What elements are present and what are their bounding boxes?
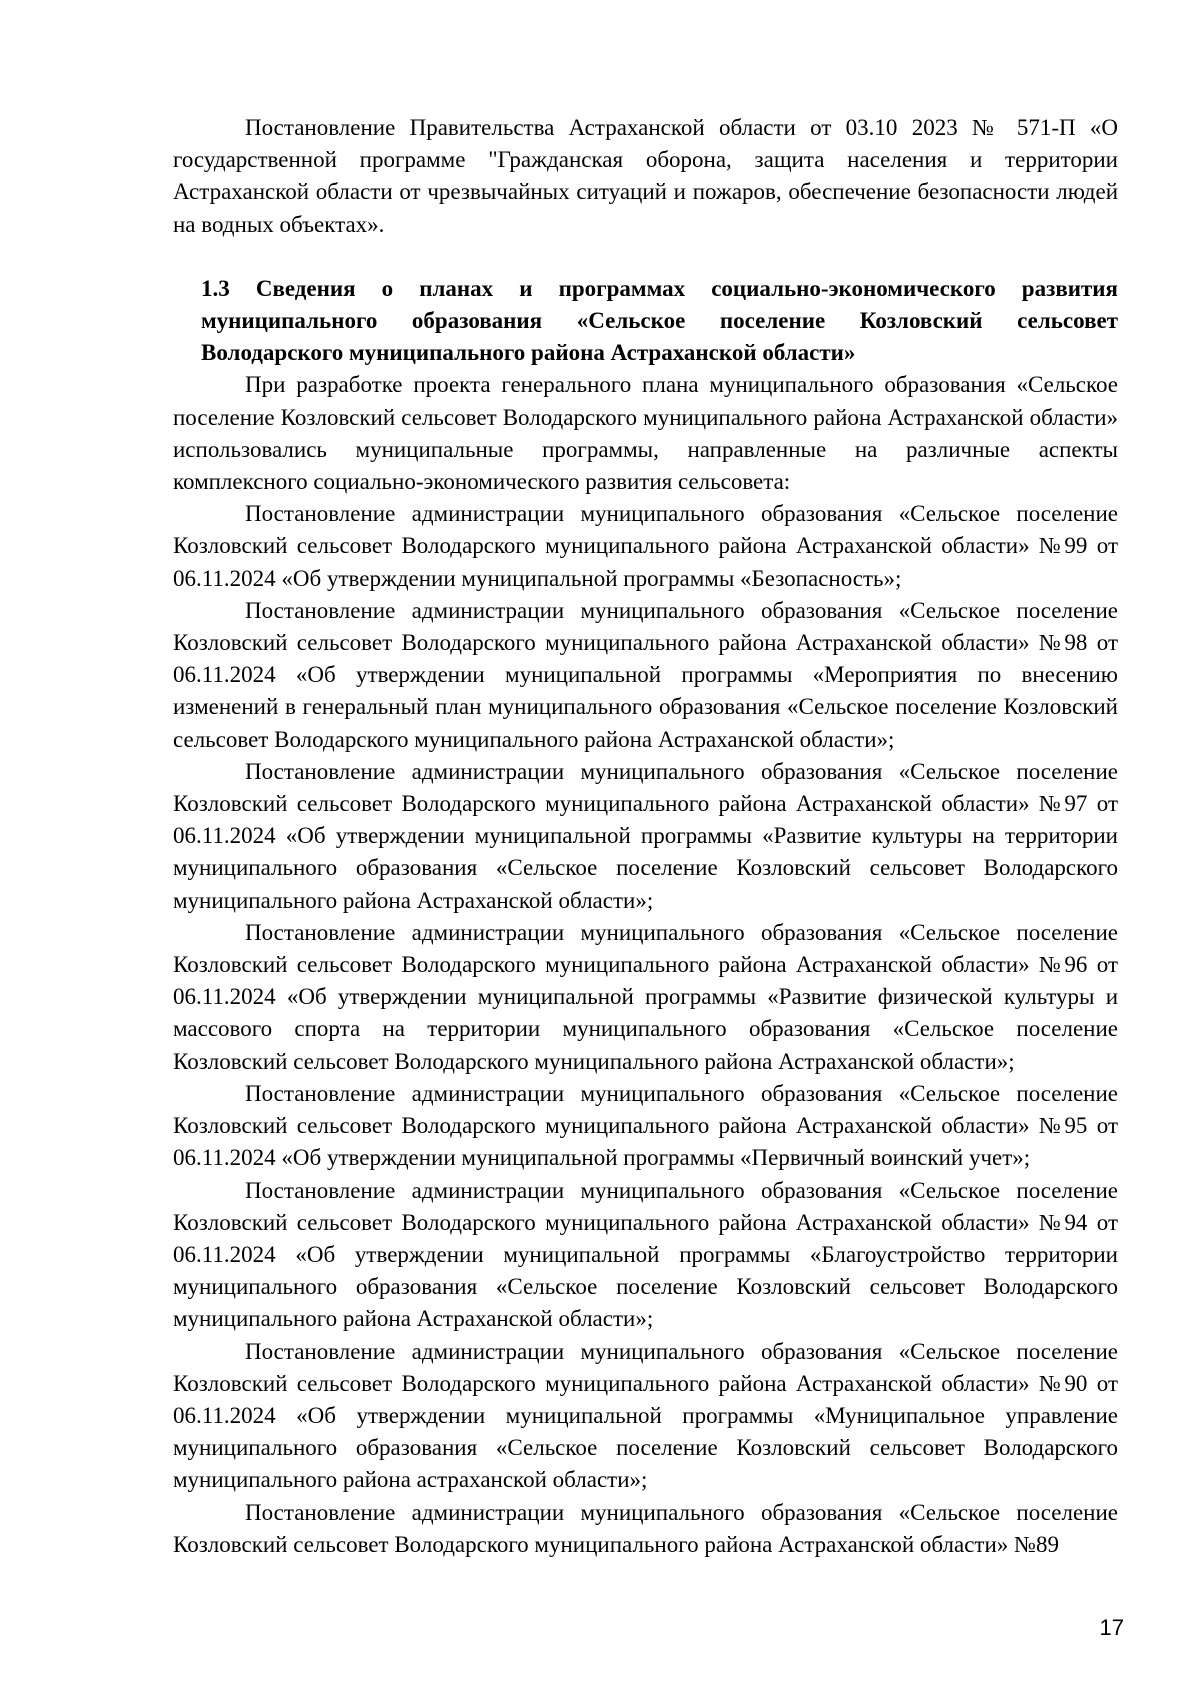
paragraph: Постановление администрации муниципального образования «Сельское поселение Козловский сельсовет Володарского муниципального района Астраханской области» №99 от 06.11.2024 «Об утверждении муниципальной программы «Безопасность»;	[173, 501, 1118, 591]
paragraph: При разработке проекта генерального плана муниципального образования «Сельское поселение Козловский сельсовет Володарского муниципального района Астраханской области» использовались муниципальные программы, направленные на различные аспекты комплексного социально-экономического развития сельсовета:	[173, 372, 1118, 495]
paragraph: Постановление администрации муниципального образования «Сельское поселение Козловский сельсовет Володарского муниципального района Астраханской области» №98 от 06.11.2024 «Об утверждении муниципальной программы «Мероприятия по внесению изменений в генеральный план муниципального образования «Сельское поселение Козловский сельсовет Володарского муниципального района Астраханской области»;	[173, 597, 1118, 752]
paragraph: Постановление администрации муниципального образования «Сельское поселение Козловский сельсовет Володарского муниципального района Астраханской области» №94 от 06.11.2024 «Об утверждении муниципальной программы «Благоустройство территории муниципального образования «Сельское поселение Козловский сельсовет Володарского муниципального района Астраханской области»;	[173, 1177, 1118, 1332]
paragraph: Постановление администрации муниципального образования «Сельское поселение Козловский сельсовет Володарского муниципального района Астраханской области» №90 от 06.11.2024 «Об утверждении муниципальной программы «Муниципальное управление муниципального образования «Сельское поселение Козловский сельсовет Володарского муниципального района астраханской области»;	[173, 1338, 1118, 1493]
section-heading: 1.3 Сведения о планах и программах социально-экономического развития муниципального образования «Сельское поселение Козловский сельсовет Володарского муниципального района Астраханской области»	[201, 275, 1118, 366]
document-page	[173, 112, 1118, 1561]
paragraph: Постановление администрации муниципального образования «Сельское поселение Козловский сельсовет Володарского муниципального района Астраханской области» №89	[173, 1499, 1118, 1557]
intro-paragraph: Постановление Правительства Астраханской области от 03.10 2023 № 571-П «О государственной программе "Гражданская оборона, защита населения и территории Астраханской области от чрезвычайных ситуаций и пожаров, обеспечение безопасности людей на водных объектах».	[173, 115, 1118, 237]
paragraph: Постановление администрации муниципального образования «Сельское поселение Козловский сельсовет Володарского муниципального района Астраханской области» №96 от 06.11.2024 «Об утверждении муниципальной программы «Развитие физической культуры и массового спорта на территории муниципального образования «Сельское поселение Козловский сельсовет Володарского муниципального района Астраханской области»;	[173, 919, 1118, 1074]
page-number: 17	[1099, 1615, 1124, 1640]
paragraph: Постановление администрации муниципального образования «Сельское поселение Козловский сельсовет Володарского муниципального района Астраханской области» №97 от 06.11.2024 «Об утверждении муниципальной программы «Развитие культуры на территории муниципального образования «Сельское поселение Козловский сельсовет Володарского муниципального района Астраханской области»;	[173, 758, 1118, 913]
paragraph: Постановление администрации муниципального образования «Сельское поселение Козловский сельсовет Володарского муниципального района Астраханской области» №95 от 06.11.2024 «Об утверждении муниципальной программы «Первичный воинский учет»;	[173, 1080, 1118, 1171]
